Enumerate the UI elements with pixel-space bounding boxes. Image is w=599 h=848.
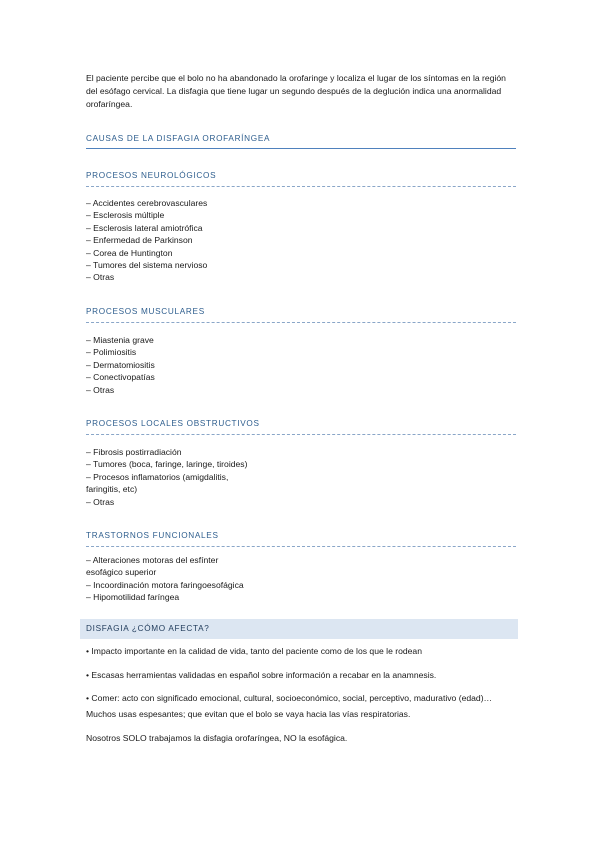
list-item: faringitis, etc) [86,484,138,495]
list-item: – Fibrosis postirradiación [86,447,182,457]
list-neurologicos [86,197,346,284]
list-item: – Polimiositis [86,347,137,358]
affects-heading: DISFAGIA ¿CÓMO AFECTA? [86,624,210,633]
section-heading-musculares: PROCESOS MUSCULARES [86,307,516,323]
list-item: – Procesos inflamatorios (amigdalitis, [86,471,229,482]
list-item: – Hipomotilidad faríngea [86,592,180,603]
list-item: – Accidentes cerebrovasculares [86,198,208,208]
list-item: – Esclerosis múltiple [86,210,165,221]
paragraph-comer: • Comer: acto con significado emocional, cultural, socioeconómico, social, perceptivo, madurativo (edad)… Muchos usas espesantes; que evitan que el bolo se vaya hacia las vías respiratorias. [86,693,493,719]
list-funcionales [86,554,346,604]
paragraph-nosotros: Nosotros SOLO trabajamos la disfagia orofaríngea, NO la esofágica. [86,733,348,743]
list-item: – Tumores (boca, faringe, laringe, tiroides) [86,459,248,470]
causes-heading: CAUSAS DE LA DISFAGIA OROFARÍNGEA [86,134,516,149]
list-item: – Corea de Huntington [86,247,173,258]
section-heading-funcionales: TRASTORNOS FUNCIONALES [86,531,516,547]
list-musculares [86,334,346,396]
list-item: – Miastenia grave [86,335,154,345]
list-item: – Incoordinación motora faringoesofágica [86,579,244,590]
section-heading-obstructivos: PROCESOS LOCALES OBSTRUCTIVOS [86,419,516,435]
list-item: – Dermatomiositis [86,359,155,370]
list-item: – Esclerosis lateral amiotrófica [86,222,203,233]
section-heading-neurologicos: PROCESOS NEUROLÓGICOS [86,171,516,187]
list-item: – Otras [86,496,115,507]
paragraph-impacto: • Impacto importante en la calidad de vida, tanto del paciente como de los que le rodean [86,646,422,656]
list-item: – Conectivopatías [86,372,155,383]
list-item: – Tumores del sistema nervioso [86,260,208,271]
affects-heading-band [80,619,518,639]
intro-paragraph: El paciente percibe que el bolo no ha abandonado la orofaringe y localiza el lugar de los síntomas en la región del esófago cervical. La disfagia que tiene lugar un segundo después de la deglución indica una anormalidad orofaríngea. [86,73,506,109]
list-item: – Otras [86,272,115,283]
list-obstructivos [86,446,346,508]
list-item: – Enfermedad de Parkinson [86,235,193,246]
paragraph-herramientas: • Escasas herramientas validadas en español sobre información a recabar en la anamnesis. [86,670,437,680]
list-item: esofágico superior [86,567,157,578]
list-item: – Alteraciones motoras del esfínter [86,555,219,565]
list-item: – Otras [86,384,115,395]
